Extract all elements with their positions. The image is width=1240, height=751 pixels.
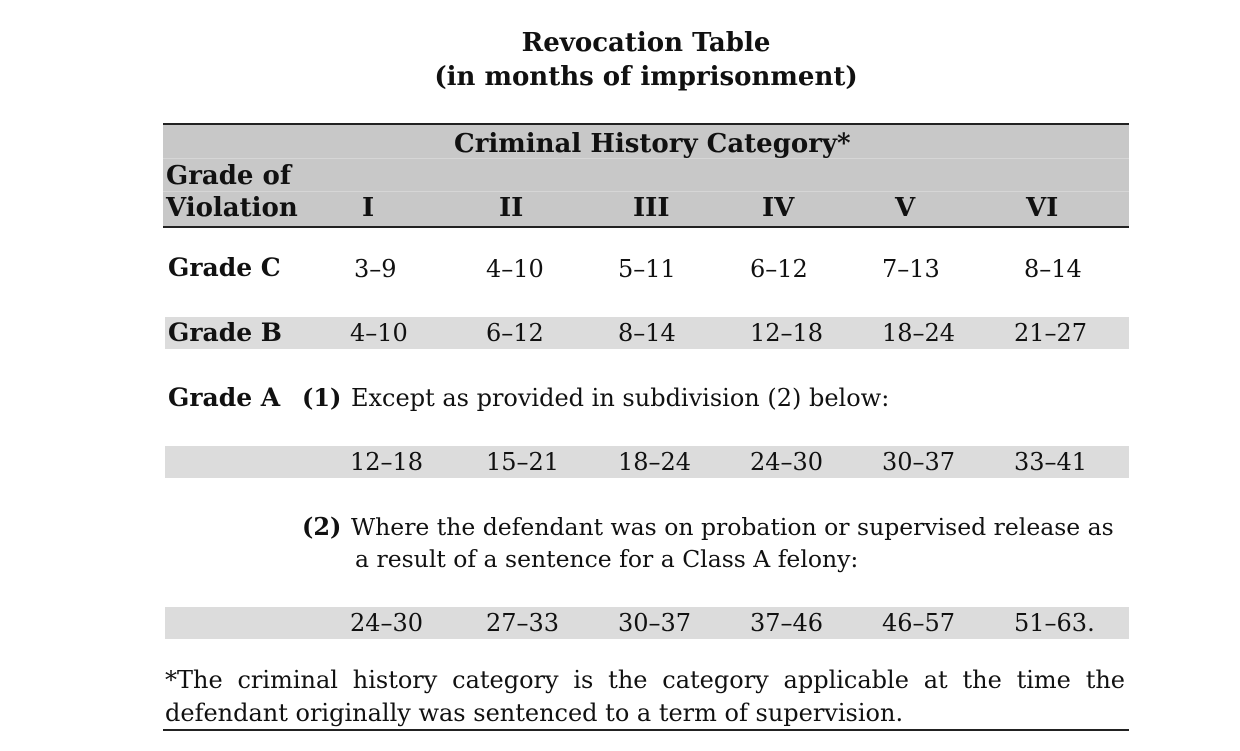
- grade-a-sub2-cell-vi: 51–63.: [1014, 609, 1095, 637]
- grade-a-sub1-cell-iii: 18–24: [618, 448, 692, 476]
- grade-a-sub1-cell-vi: 33–41: [1014, 448, 1088, 476]
- grade-c-cell-iv: 6–12: [750, 255, 808, 283]
- grade-a-label: Grade A: [168, 383, 281, 412]
- grade-b-cell-ii: 6–12: [486, 319, 544, 347]
- grade-c-cell-v: 7–13: [882, 255, 940, 283]
- grade-b-cell-i: 4–10: [350, 319, 408, 347]
- grade-a-sub2-cell-v: 46–57: [882, 609, 956, 637]
- footnote: [165, 664, 1125, 730]
- grade-c-cell-iii: 5–11: [618, 255, 676, 283]
- grade-of-violation-heading-line2: Violation: [166, 193, 298, 223]
- grade-a-sub2-text-line2: a result of a sentence for a Class A felony:: [355, 545, 859, 573]
- column-header-iii: III: [633, 193, 670, 223]
- bottom-rule: [163, 729, 1129, 731]
- table-subtitle: (in months of imprisonment): [434, 62, 858, 92]
- grade-a-sub1-marker: (1): [302, 383, 342, 412]
- grade-a-sub1-text: Except as provided in subdivision (2) below:: [351, 384, 890, 412]
- grade-a-sub2-cell-iv: 37–46: [750, 609, 824, 637]
- grade-a-sub1-cell-v: 30–37: [882, 448, 956, 476]
- grade-b-cell-iii: 8–14: [618, 319, 676, 347]
- grade-c-cell-vi: 8–14: [1024, 255, 1082, 283]
- column-header-vi: VI: [1026, 193, 1059, 223]
- grade-b-cell-vi: 21–27: [1014, 319, 1088, 347]
- table-title: Revocation Table: [521, 28, 771, 58]
- grade-b-label: Grade B: [168, 318, 282, 347]
- grade-a-sub1-cell-iv: 24–30: [750, 448, 824, 476]
- grade-a-sub2-cell-ii: 27–33: [486, 609, 560, 637]
- grade-b-cell-iv: 12–18: [750, 319, 824, 347]
- grade-a-sub2-text-line1: Where the defendant was on probation or supervised release as: [351, 513, 1114, 541]
- footnote-line1: *The criminal history category is the category applicable at the time the: [165, 666, 1125, 694]
- grade-c-cell-ii: 4–10: [486, 255, 544, 283]
- criminal-history-category-heading: Criminal History Category*: [454, 129, 851, 159]
- grade-a-sub1-cell-ii: 15–21: [486, 448, 560, 476]
- footnote-line2: defendant originally was sentenced to a term of supervision.: [165, 699, 904, 727]
- column-header-iv: IV: [762, 193, 795, 223]
- grade-c-label: Grade C: [168, 253, 281, 282]
- grade-a-sub2-cell-i: 24–30: [350, 609, 424, 637]
- grade-b-cell-v: 18–24: [882, 319, 956, 347]
- grade-of-violation-heading-line1: Grade of: [166, 161, 292, 191]
- grade-a-sub2-marker: (2): [302, 512, 342, 541]
- grade-c-cell-i: 3–9: [354, 255, 397, 283]
- column-header-ii: II: [499, 193, 524, 223]
- grade-a-sub1-cell-i: 12–18: [350, 448, 424, 476]
- grade-a-sub2-cell-iii: 30–37: [618, 609, 692, 637]
- header-rule: [163, 226, 1129, 228]
- column-header-i: I: [362, 193, 375, 223]
- column-header-v: V: [895, 193, 916, 223]
